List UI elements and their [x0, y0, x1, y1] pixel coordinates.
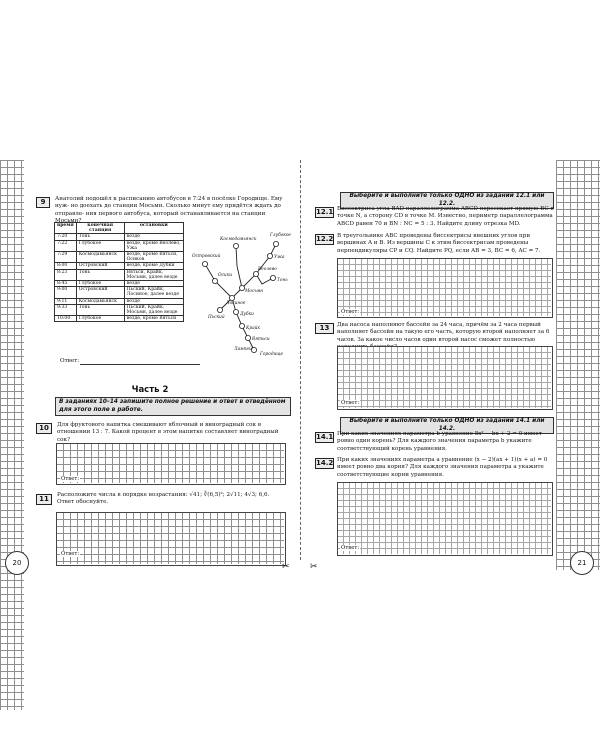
task-11-number: 11 [36, 494, 52, 505]
part-2-instruction: В заданиях 10–14 запишите полное решение и ответ в отведённом для этого поле в работе. [55, 397, 291, 416]
scissors-icon: ✂ [310, 562, 318, 572]
right-margin-grid [556, 160, 600, 570]
left-page-number: 20 [5, 551, 29, 575]
map-label: Веолево [258, 267, 277, 272]
schedule-row [55, 304, 184, 315]
task-9-text: Анатолий подошёл к расписанию автобусов в 7:24 в посёлке Городище. Ему нуж- но доехать до станции Мосьмн. Сколько минут ему придётся ждать до отправле- ния первого автобуса, который останавливается на станции Мосьмн? [55, 196, 283, 225]
map-label: Дубки [240, 312, 254, 317]
left-page [0, 0, 296, 750]
stop-kosmodamyansk [233, 243, 238, 248]
stop-ostrovsky [202, 261, 207, 266]
cell-stops: везде, кроме Вятьси [124, 316, 183, 322]
stop-lampey [251, 347, 256, 352]
schedule-row [55, 316, 184, 322]
map-label: Городище [260, 352, 284, 356]
cell-stops: везде, кроме Дубки [124, 263, 183, 269]
map-label: Вятьси [252, 337, 270, 342]
map-label: Мосьмн [245, 289, 264, 294]
cell-time: 7:22 [55, 240, 77, 251]
cell-time: 8:45 [55, 281, 77, 287]
stop-glubokoe [273, 241, 278, 246]
map-label: Пьский [208, 315, 225, 320]
stop-veolevo [253, 271, 258, 276]
stop-pysky [217, 307, 222, 312]
task-14-answer-label: Ответ: [341, 545, 360, 551]
stop-kraik [239, 323, 244, 328]
task-9-number: 9 [36, 197, 50, 208]
cell-time: 9:33 [55, 304, 77, 315]
stop-ton [270, 275, 275, 280]
cell-stops: Пьский, Крайк, Лосиное, далее везде [124, 287, 183, 298]
cell-station: Островский [76, 287, 124, 298]
cell-stops: Вятьси, Крайк, Мосьмн, далее везде [124, 269, 183, 280]
cell-time: 9:11 [55, 298, 77, 304]
bus-schedule-table [54, 222, 184, 322]
task-13-answer-box[interactable] [337, 346, 553, 410]
task-12-answer-box[interactable] [337, 258, 553, 318]
stop-osiki [212, 278, 217, 283]
cell-stops: везде [124, 234, 183, 240]
cell-station: Тонь [76, 234, 124, 240]
task-10-number: 10 [36, 423, 52, 434]
task-14-2-text: При каких значениях параметра a уравнение (x − 2)(ax + 1)(x + a) = 0 имеет ровно два корня? Для каждого значения параметра a укажите соответствующие корни уравнения. [337, 457, 548, 478]
cell-stops: везде [124, 281, 183, 287]
task-13-answer-label: Ответ: [341, 400, 360, 406]
cell-time: 7:20 [55, 234, 77, 240]
task-12-answer-label: Ответ: [341, 309, 360, 315]
cell-station: Глубокое [76, 316, 124, 322]
map-label: Тонь [277, 278, 288, 283]
bus-route-map [190, 226, 295, 356]
task-12-1-number: 12.1 [316, 208, 334, 216]
map-label: Глубокое [270, 233, 291, 238]
schedule-row [55, 240, 184, 251]
task-9-answer-label: Ответ: [60, 358, 80, 364]
task-13-text: Два насоса наполняют бассейн за 24 часа, причём за 2 часа первый наполняет бассейн на такую его часть, которую второй наполняет за 6 часов. За какое число часов один второй насос сможет полностью [337, 322, 550, 343]
task-10-answer-box[interactable] [56, 443, 286, 485]
task-12-1-text: Биссектриса угла BAD параллелограмма ABCD пересекает прямую BC в точке N, а сторону CD в точке M. Известно, периметр параллелограмма ABCD равен 70 и BN : NC = 5 : 3. Найдите длину отрезка MD. [337, 206, 554, 227]
map-label: Космодамьянск [220, 237, 257, 242]
cell-station: Тонь [76, 304, 124, 315]
schedule-body [55, 234, 184, 322]
map-label: Лосиное [226, 301, 246, 306]
task-12-2-number: 12.2 [316, 235, 334, 243]
map-label: Лампей [234, 347, 252, 352]
stop-mosmn [239, 285, 244, 290]
choose-task-12-header: Выберите и выполните только ОДНО из заданий 12.1 или 12.2. [340, 192, 554, 209]
left-margin-grid [0, 160, 24, 710]
task-14-answer-box[interactable] [337, 482, 553, 556]
part-2-title: Часть 2 [131, 385, 169, 395]
map-label: Осики [218, 273, 233, 278]
task-14-1-number: 14.1 [316, 433, 334, 441]
task-10-answer-label: Ответ: [61, 476, 80, 482]
cell-station: Тонь [76, 269, 124, 280]
scissors-icon: ✂ [282, 562, 290, 572]
map-label: Островский [192, 254, 221, 259]
cell-stops: везде [124, 298, 183, 304]
task-11-answer-label: Ответ: [61, 551, 80, 557]
choose-task-14-header: Выберите и выполните только ОДНО из заданий 14.1 или 14.2. [340, 417, 554, 434]
cell-time: 7:29 [55, 252, 77, 263]
cell-station: Космодамьянск [76, 298, 124, 304]
cell-stops: Пьский, Крайк, Мосьмн, далее везде [124, 304, 183, 315]
map-label: Ужа [274, 255, 285, 260]
stop-vyatsi [245, 335, 250, 340]
stop-losinoe [229, 295, 234, 300]
task-10-text: Для фруктового напитка смешивают яблочный и виноградный сок в отношении 13 : 7. Какой процент в этом напитке составляет виноградный сок? [57, 422, 279, 443]
cell-station: Островский [76, 263, 124, 269]
cell-stops: везде, кроме Вятьси, Осиков [124, 252, 183, 263]
schedule-row [55, 269, 184, 280]
cell-station: Глубокое [76, 281, 124, 287]
task-14-1-text: При каких значениях параметра b уравнение 8x² − bx + 2 = 0 имеет ровно один корень? Для каждого значения параметра b укажите соответствующий корень уравнения. [337, 431, 542, 452]
task-11-text: Расположите числа в порядке возрастания: √41; ∛(6,5)²; 2√11; 4√3; 6,6. Ответ обоснуйте. [57, 492, 270, 506]
schedule-row [55, 287, 184, 298]
cell-station: Глубокое [76, 240, 124, 251]
task-11-answer-box[interactable] [56, 512, 286, 566]
cell-time: 9:00 [55, 287, 77, 298]
right-page-number: 21 [570, 551, 594, 575]
cell-station: Космодамьянск [76, 252, 124, 263]
cell-time: 10:00 [55, 316, 77, 322]
col-stops: остановки [124, 223, 183, 234]
task-14-2-number: 14.2 [316, 459, 334, 467]
task-12-2-text: В треугольнике ABC проведены биссектрисы внешних углов при вершинах A и B. Из вершины C к этим биссектрисам проведены перпендикуляры CP и CQ. Найдите PQ, если AB = 3, BC = 6, AC = 7. [337, 233, 541, 254]
stop-uzha [267, 253, 272, 258]
cell-time: 8:00 [55, 263, 77, 269]
task-13-number: 13 [315, 323, 334, 334]
col-final-station: конечная станция [76, 223, 124, 234]
col-time: время [55, 223, 77, 234]
map-label: Крайк [246, 326, 260, 331]
cell-stops: везде, кроме Веолево, Ужа [124, 240, 183, 251]
schedule-row [55, 252, 184, 263]
right-page [300, 0, 600, 750]
stop-dubki [233, 309, 238, 314]
cell-time: 8:23 [55, 269, 77, 280]
task-9-answer-line[interactable] [80, 364, 200, 365]
